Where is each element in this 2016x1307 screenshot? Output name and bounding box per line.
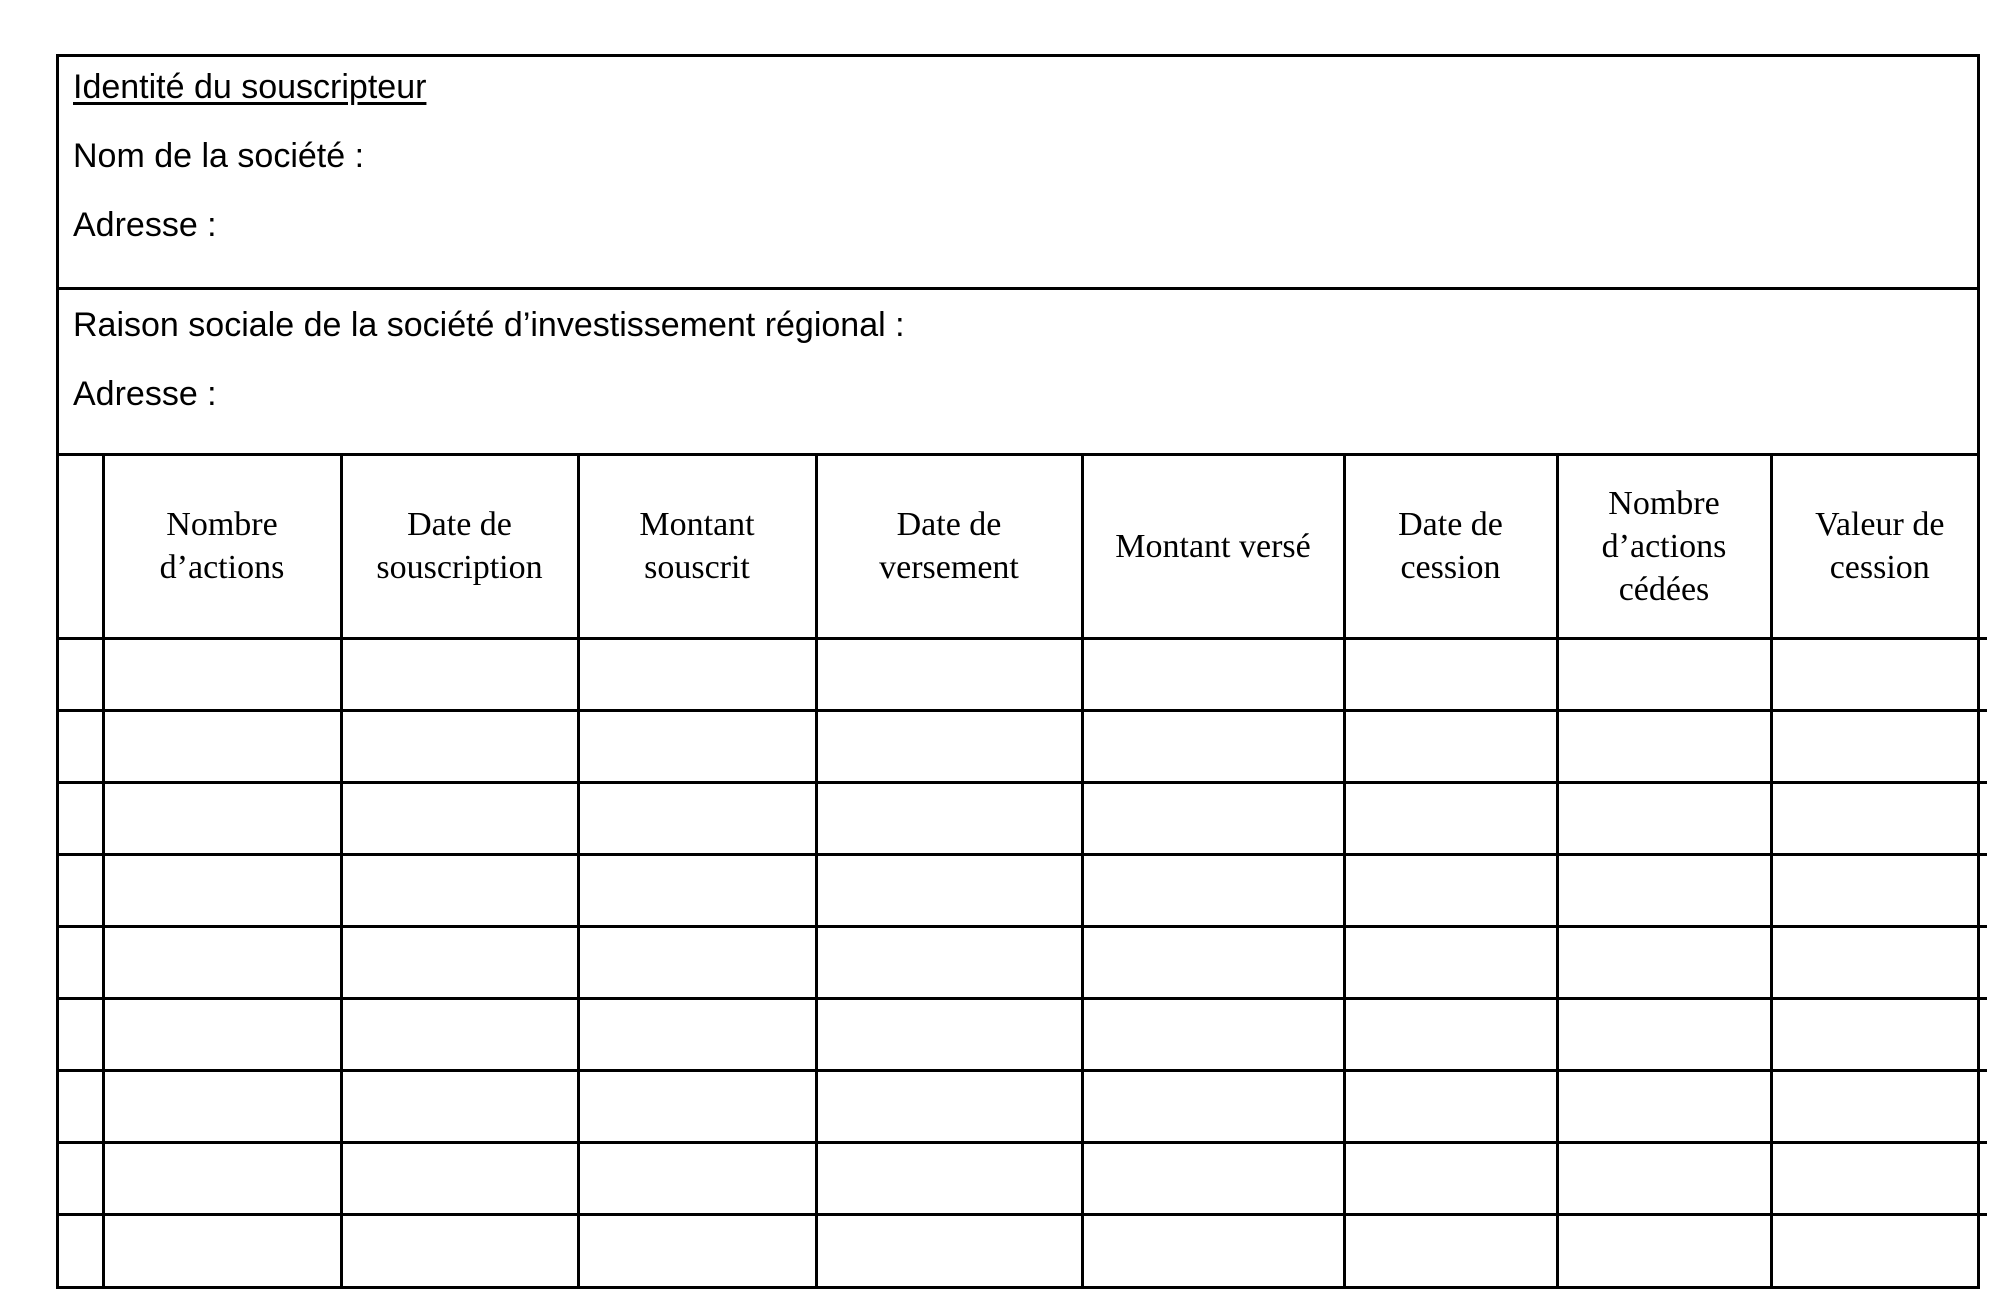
table-cell xyxy=(341,782,578,854)
table-cell xyxy=(1344,1142,1557,1214)
subscriber-identity-title: Identité du souscripteur xyxy=(73,68,427,106)
table-header-row xyxy=(59,456,1987,638)
table-cell xyxy=(59,1214,103,1286)
table-cell xyxy=(341,1214,578,1286)
table-row xyxy=(59,638,1987,710)
table-cell xyxy=(341,926,578,998)
header-date-versement: Date de versement xyxy=(816,456,1082,638)
table-cell xyxy=(1082,638,1344,710)
table-cell xyxy=(341,1070,578,1142)
table-cell xyxy=(1557,1142,1771,1214)
table-cell xyxy=(1771,782,1987,854)
table-cell xyxy=(1344,1214,1557,1286)
table-cell xyxy=(816,854,1082,926)
table-cell xyxy=(341,710,578,782)
table-cell xyxy=(1082,1142,1344,1214)
table-cell xyxy=(1344,782,1557,854)
table-cell xyxy=(103,638,341,710)
table-cell xyxy=(1771,1214,1987,1286)
table-cell xyxy=(578,854,816,926)
table-cell xyxy=(1771,710,1987,782)
table-cell xyxy=(816,998,1082,1070)
table-cell xyxy=(1771,854,1987,926)
table-cell xyxy=(1557,926,1771,998)
table-cell xyxy=(59,1142,103,1214)
table-cell xyxy=(103,1070,341,1142)
table-cell xyxy=(103,926,341,998)
table-cell xyxy=(816,926,1082,998)
header-valeur-cession: Valeur de cession xyxy=(1771,456,1987,638)
table-cell xyxy=(59,638,103,710)
table-cell xyxy=(1344,854,1557,926)
subscriber-address-label: Adresse : xyxy=(73,206,217,244)
table-cell xyxy=(341,1142,578,1214)
table-cell xyxy=(1344,1070,1557,1142)
company-name-label: Nom de la société : xyxy=(73,137,365,175)
table-cell xyxy=(1557,638,1771,710)
table-cell xyxy=(59,998,103,1070)
table-cell xyxy=(1557,782,1771,854)
table-row xyxy=(59,1142,1987,1214)
table-cell xyxy=(1082,782,1344,854)
table-cell xyxy=(578,638,816,710)
table-cell xyxy=(1557,710,1771,782)
table-cell xyxy=(1082,854,1344,926)
table-row xyxy=(59,998,1987,1070)
table-cell xyxy=(1557,998,1771,1070)
subscription-form xyxy=(56,54,1980,1289)
subscriber-identity-section xyxy=(59,57,1977,290)
table-cell xyxy=(1771,926,1987,998)
header-date-cession: Date de cession xyxy=(1344,456,1557,638)
table-cell xyxy=(1082,1214,1344,1286)
table-cell xyxy=(578,782,816,854)
table-cell xyxy=(59,710,103,782)
table-cell xyxy=(59,926,103,998)
table-cell xyxy=(578,710,816,782)
table-cell xyxy=(103,998,341,1070)
table-cell xyxy=(1344,926,1557,998)
table-cell xyxy=(1082,710,1344,782)
table-cell xyxy=(816,782,1082,854)
table-cell xyxy=(341,854,578,926)
table-cell xyxy=(59,782,103,854)
table-row xyxy=(59,1214,1987,1286)
table-cell xyxy=(1557,1070,1771,1142)
table-row xyxy=(59,782,1987,854)
header-nombre-actions: Nombre d’actions xyxy=(103,456,341,638)
table-cell xyxy=(816,1214,1082,1286)
table-cell xyxy=(103,710,341,782)
table-cell xyxy=(816,710,1082,782)
table-row xyxy=(59,1070,1987,1142)
table-row xyxy=(59,926,1987,998)
table-cell xyxy=(341,638,578,710)
header-montant-verse: Montant versé xyxy=(1082,456,1344,638)
header-blank xyxy=(59,456,103,638)
table-cell xyxy=(103,1142,341,1214)
table-row xyxy=(59,854,1987,926)
table-cell xyxy=(103,1214,341,1286)
table-cell xyxy=(1082,926,1344,998)
table-cell xyxy=(59,1070,103,1142)
table-cell xyxy=(59,854,103,926)
investment-company-section xyxy=(59,290,1977,456)
table-cell xyxy=(578,998,816,1070)
header-montant-souscrit: Montant souscrit xyxy=(578,456,816,638)
table-cell xyxy=(1771,1070,1987,1142)
table-cell xyxy=(1557,854,1771,926)
shares-table xyxy=(59,456,1987,1286)
table-cell xyxy=(816,638,1082,710)
table-cell xyxy=(1771,998,1987,1070)
header-date-souscription: Date de souscription xyxy=(341,456,578,638)
table-cell xyxy=(578,926,816,998)
table-cell xyxy=(816,1142,1082,1214)
investment-company-name-label: Raison sociale de la société d’investissement régional : xyxy=(73,306,905,344)
table-cell xyxy=(578,1142,816,1214)
table-cell xyxy=(1082,998,1344,1070)
table-cell xyxy=(103,854,341,926)
header-nombre-actions-cedees: Nombre d’actions cédées xyxy=(1557,456,1771,638)
table-cell xyxy=(1771,638,1987,710)
table-cell xyxy=(1344,998,1557,1070)
table-cell xyxy=(103,782,341,854)
table-cell xyxy=(1771,1142,1987,1214)
investment-company-address-label: Adresse : xyxy=(73,375,217,413)
table-cell xyxy=(341,998,578,1070)
table-cell xyxy=(1344,638,1557,710)
table-cell xyxy=(1344,710,1557,782)
table-cell xyxy=(578,1070,816,1142)
table-row xyxy=(59,710,1987,782)
table-cell xyxy=(578,1214,816,1286)
table-cell xyxy=(816,1070,1082,1142)
table-cell xyxy=(1082,1070,1344,1142)
table-cell xyxy=(1557,1214,1771,1286)
